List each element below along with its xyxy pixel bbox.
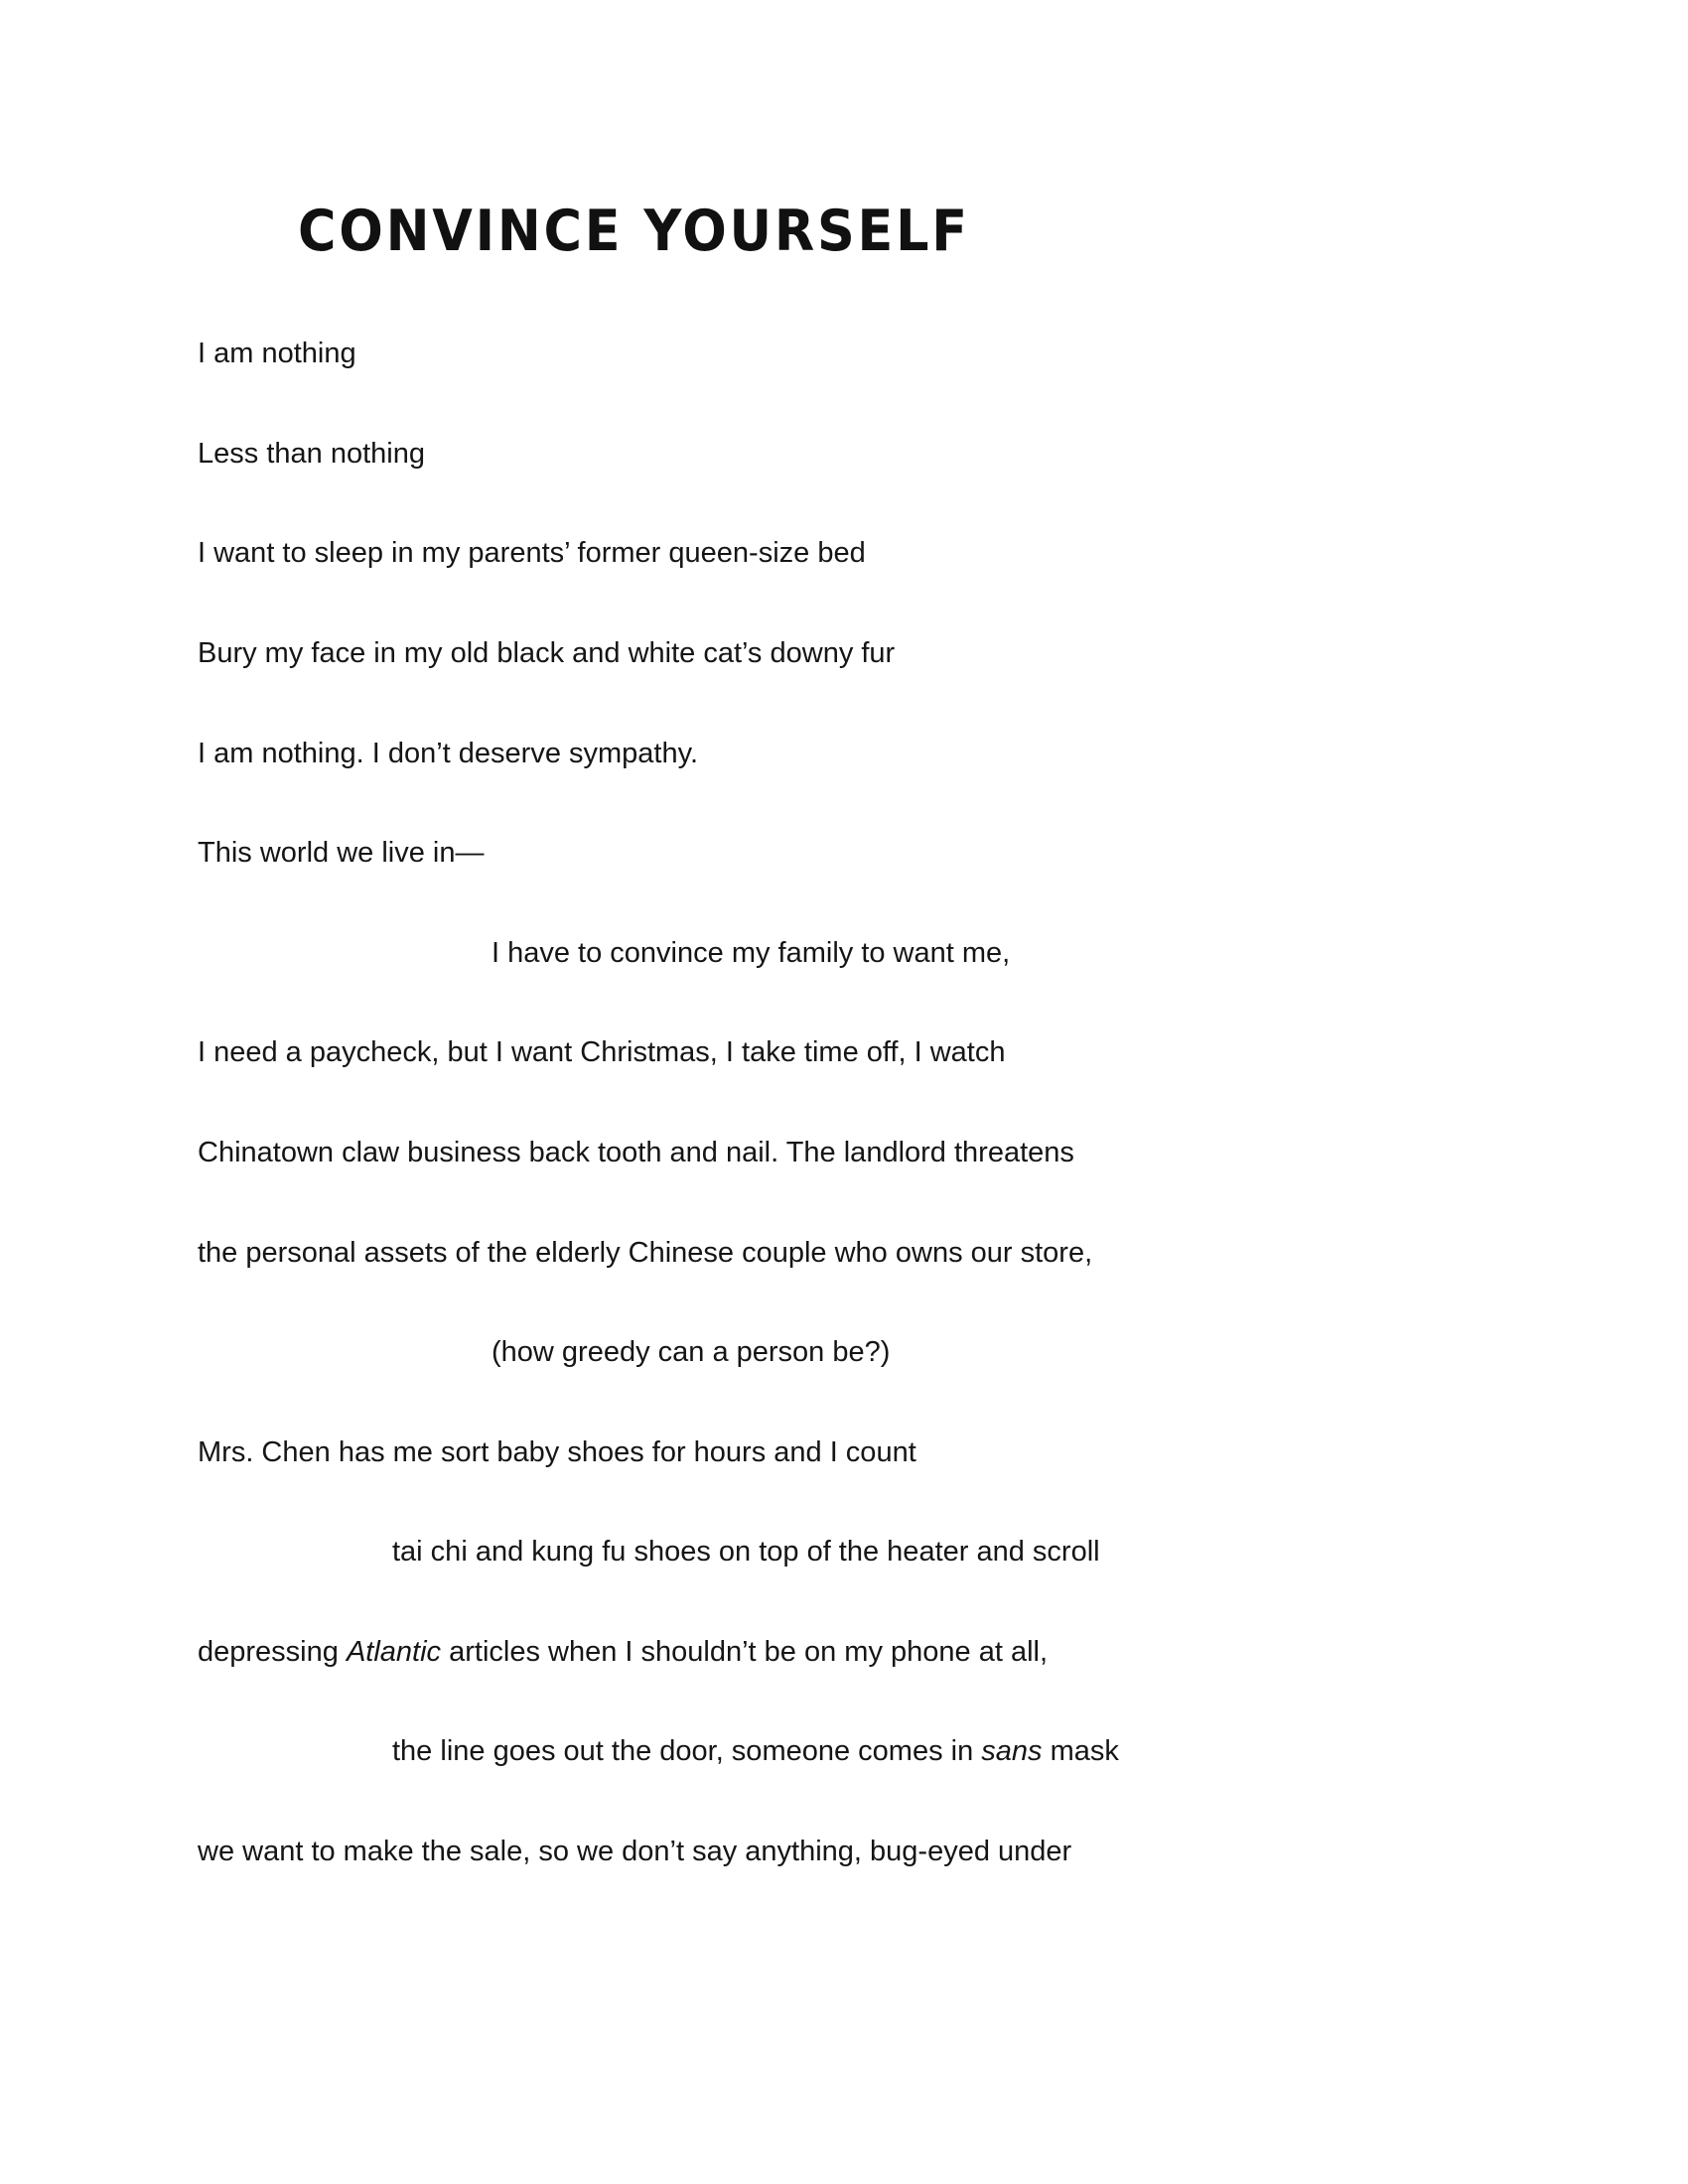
poem-line-text: depressing <box>198 1636 347 1668</box>
poem-line <box>392 1733 1119 1769</box>
poem-line-text: mask <box>1042 1735 1119 1767</box>
poem-line: I am nothing <box>198 338 356 369</box>
poem-line: I have to convince my family to want me, <box>492 937 1011 969</box>
poem-line: I want to sleep in my parents’ former queen-size bed <box>198 537 866 569</box>
poem-line: tai chi and kung fu shoes on top of the heater and scroll <box>392 1536 1100 1568</box>
italic-title-text: Atlantic <box>346 1636 442 1668</box>
poem-line: Mrs. Chen has me sort baby shoes for hours and I count <box>198 1436 916 1468</box>
poem-line <box>198 1634 1048 1670</box>
poem-line: This world we live in— <box>198 837 485 869</box>
poem-line: I need a paycheck, but I want Christmas, I take time off, I watch <box>198 1036 1006 1068</box>
poem-line: Less than nothing <box>198 438 425 470</box>
poem-line: the personal assets of the elderly Chinese couple who owns our store, <box>198 1237 1093 1269</box>
poem-line-text: the line goes out the door, someone comes in <box>392 1735 982 1767</box>
poem-line-text: articles when I shouldn’t be on my phone at all, <box>441 1636 1049 1668</box>
poem-line: I am nothing. I don’t deserve sympathy. <box>198 738 699 769</box>
poem-title: CONVINCE YOURSELF <box>298 199 970 264</box>
poem-line: Chinatown claw business back tooth and nail. The landlord threatens <box>198 1137 1074 1168</box>
poem-line: we want to make the sale, so we don’t say anything, bug-eyed under <box>198 1836 1072 1867</box>
italic-word-text: sans <box>981 1735 1043 1767</box>
poem-line: (how greedy can a person be?) <box>492 1336 891 1368</box>
poem-line: Bury my face in my old black and white cat’s downy fur <box>198 637 896 669</box>
